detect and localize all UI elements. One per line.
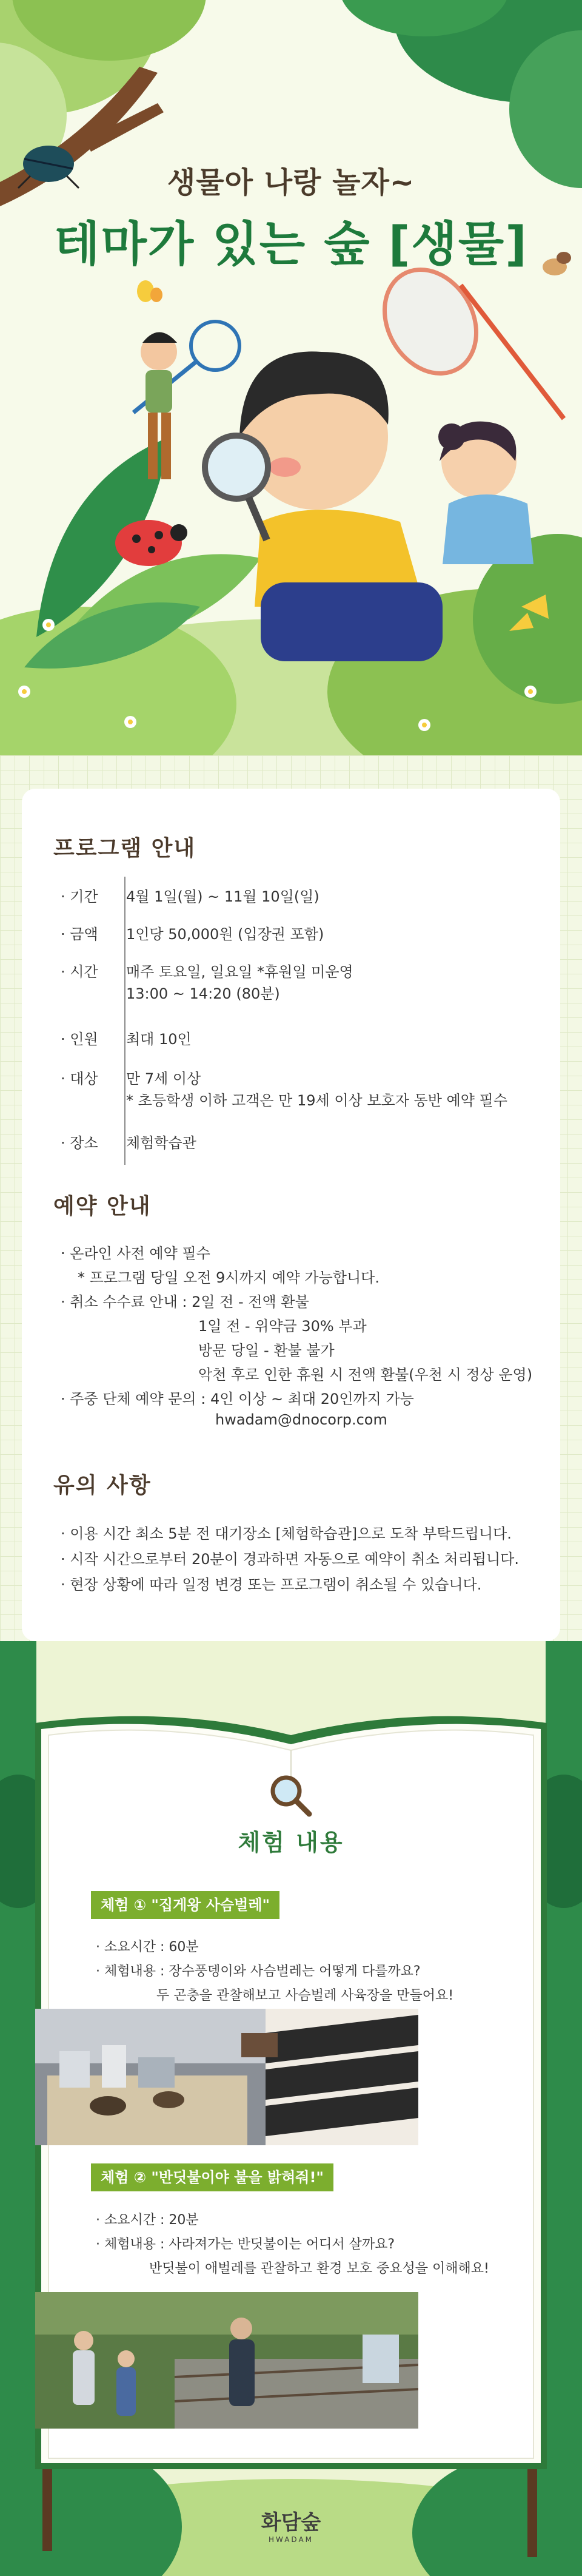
experience-content: 두 곤충을 관찰해보고 사슴벌레 사육장을 만들어요! <box>156 1988 454 2003</box>
notice-line: · 시작 시간으로부터 20분이 경과하면 자동으로 예약이 취소 처리됩니다. <box>61 1551 519 1568</box>
program-row-people: · 인원 최대 10인 <box>61 1031 192 1048</box>
program-heading: 프로그램 안내 <box>53 836 196 861</box>
reservation-line: · 취소 수수료 안내 : 2일 전 - 전액 환불 <box>61 1293 309 1310</box>
experience-duration: · 소요시간 : 60분 <box>96 1940 199 1955</box>
experience-tag: 체험 ① "집게왕 사슴벌레" <box>91 1891 279 1919</box>
experience-tag: 체험 ② "반딧불이야 불을 밝혀줘!" <box>91 2163 333 2191</box>
reservation-line: 방문 당일 - 환불 불가 <box>198 1342 335 1359</box>
experience-content: · 체험내용 : 사라져가는 반딧불이는 어디서 살까요? <box>96 2237 395 2252</box>
hero-banner <box>0 0 582 755</box>
logo-korean: 화담숲 <box>261 2510 321 2535</box>
experience-content: 반딧불이 애벌레를 관찰하고 환경 보호 중요성을 이해해요! <box>149 2261 489 2276</box>
reservation-line: * 프로그램 당일 오전 9시까지 예약 가능합니다. <box>78 1269 380 1286</box>
hero-illustration <box>0 0 582 755</box>
hero-title: 테마가 있는 숲 [생물] <box>54 217 528 272</box>
experience-content: · 체험내용 : 장수풍뎅이와 사슴벌레는 어떻게 다를까요? <box>96 1964 421 1979</box>
magnifier-icon <box>266 1772 316 1820</box>
experience-book <box>35 1711 547 2469</box>
notice-line: · 현장 상황에 따라 일정 변경 또는 프로그램이 취소될 수 있습니다. <box>61 1576 482 1593</box>
logo-english: HWADAM <box>268 2535 314 2544</box>
reservation-line: 악천 후로 인한 휴원 시 전액 환불(우천 시 정상 운영) <box>198 1366 533 1383</box>
reservation-line: 1일 전 - 위약금 30% 부과 <box>198 1318 367 1335</box>
reservation-line: · 온라인 사전 예약 필수 <box>61 1245 210 1262</box>
reservation-heading: 예약 안내 <box>53 1194 152 1219</box>
notice-heading: 유의 사항 <box>53 1473 152 1498</box>
program-row-period: · 기간 4월 1일(월) ~ 11월 10일(일) <box>61 888 319 905</box>
firefly-activity-photo <box>35 2292 418 2429</box>
program-row-time: · 시간 매주 토요일, 일요일 *휴원일 미운영 13:00 ~ 14:20 (80분) <box>61 963 353 1002</box>
hero-subtitle: 생물아 나랑 놀자~ <box>167 166 415 200</box>
program-row-target: · 대상 만 7세 이상 * 초등학생 이하 고객은 만 19세 이상 보호자 동반 예약 필수 <box>61 1070 507 1109</box>
reservation-email[interactable]: hwadam@dnocorp.com <box>215 1411 387 1428</box>
program-row-price: · 금액 1인당 50,000원 (입장권 포함) <box>61 926 324 943</box>
experience-duration: · 소요시간 : 20분 <box>96 2213 199 2228</box>
reservation-line: · 주중 단체 예약 문의 : 4인 이상 ~ 최대 20인까지 가능 <box>61 1391 414 1408</box>
beetle-activity-photo <box>35 2009 418 2145</box>
program-row-place: · 장소 체험학습관 <box>61 1135 196 1151</box>
experience-heading: 체험 내용 <box>238 1829 344 1856</box>
notice-line: · 이용 시간 최소 5분 전 대기장소 [체험학습관]으로 도착 부탁드립니다. <box>61 1525 512 1542</box>
hwadam-logo <box>0 2506 582 2544</box>
program-divider <box>124 877 125 1165</box>
